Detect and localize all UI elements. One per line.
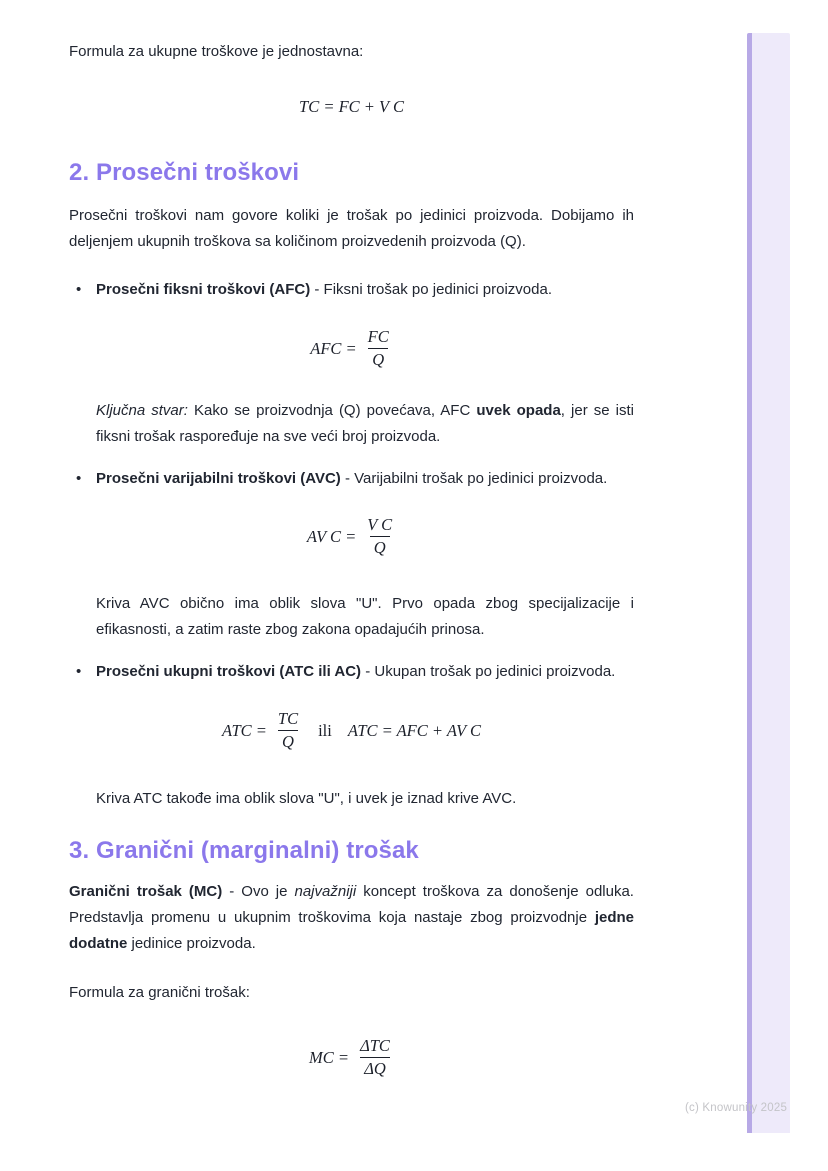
section-3-heading: 3. Granični (marginalni) trošak: [69, 837, 419, 864]
formula-afc-numerator: FC: [367, 327, 389, 346]
formula-atc-lhs: ATC =: [221, 720, 267, 740]
formula-avc-denominator: Q: [370, 536, 390, 558]
mc-term: Granični trošak (MC): [69, 883, 223, 900]
formula-mc-denominator: ΔQ: [360, 1057, 390, 1079]
atc-term: Prosečni ukupni troškovi (ATC ili AC): [96, 663, 362, 680]
formula-mc-fraction: [356, 1036, 394, 1079]
mc-formula-label: Formula za granični trošak:: [69, 984, 250, 1001]
formula-atc-alternative: ATC = AFC + AV C: [347, 720, 482, 740]
formula-atc-denominator: Q: [278, 730, 298, 752]
marginal-cost-paragraph: [69, 879, 634, 957]
formula-mc-lhs: MC =: [309, 1047, 350, 1067]
mc-end: jedinice proizvoda.: [127, 935, 256, 952]
formula-atc-numerator: TC: [277, 709, 299, 728]
afc-note-lead: Ključna stvar:: [96, 402, 188, 419]
formula-afc-fraction: [364, 327, 393, 370]
formula-atc-connector: ili: [318, 720, 332, 740]
afc-note-bold: uvek opada: [476, 402, 561, 419]
afc-desc: - Fiksni trošak po jedinici proizvoda.: [310, 281, 552, 298]
list-item-atc: [69, 659, 634, 685]
formula-atc: [69, 709, 634, 752]
atc-desc: - Ukupan trošak po jedinici proizvoda.: [361, 663, 616, 680]
mc-italic-word: najvažniji: [294, 883, 357, 900]
list-item-avc: [69, 466, 634, 492]
avc-note: Kriva AVC obično ima oblik slova "U". Prvo opada zbog specijalizacije i efikasnosti, a zatim raste zbog zakona opadajućih prinosa.: [96, 595, 634, 638]
formula-atc-fraction: [274, 709, 302, 752]
atc-note: Kriva ATC takođe ima oblik slova "U", i uvek je iznad krive AVC.: [96, 790, 517, 807]
mc-bold2: jedne dodatne: [69, 909, 634, 952]
formula-avc: [69, 515, 634, 558]
afc-note-end: , jer se isti fiksni trošak raspoređuje na sve veći broj proizvoda.: [96, 402, 635, 445]
formula-mc-numerator: ΔTC: [360, 1036, 390, 1055]
document-content: [69, 0, 634, 1079]
avc-term: Prosečni varijabilni troškovi (AVC): [96, 470, 341, 487]
formula-avc-numerator: V C: [367, 515, 393, 534]
page-edge-strip: [747, 33, 790, 1133]
intro-paragraph: Formula za ukupne troškove je jednostavna:: [69, 43, 364, 60]
formula-mc: [69, 1036, 634, 1079]
mc-mid2: koncept troškova za donošenje odluka. Predstavlja promenu u ukupnim troškovima koja nastaje zbog proizvodnje: [69, 883, 634, 926]
afc-key-note: [96, 398, 634, 450]
mc-mid1: - Ovo je: [222, 883, 295, 900]
section-2-intro: Prosečni troškovi nam govore koliki je trošak po jedinici proizvoda. Dobijamo ih deljenjem ukupnih troškova sa količinom proizvedenih proizvoda (Q).: [69, 207, 634, 250]
afc-note-mid: Kako se proizvodnja (Q) povećava, AFC: [187, 402, 477, 419]
formula-total-cost: [69, 97, 634, 117]
formula-afc-denominator: Q: [368, 348, 388, 370]
formula-avc-fraction: [363, 515, 396, 558]
formula-afc: [69, 327, 634, 370]
formula-tc-expression: TC = FC + V C: [299, 97, 404, 116]
list-item-afc: [69, 277, 634, 303]
formula-afc-lhs: AFC =: [310, 338, 357, 358]
watermark: (c) Knowunity 2025: [685, 1102, 788, 1114]
afc-term: Prosečni fiksni troškovi (AFC): [96, 281, 311, 298]
avc-desc: - Varijabilni trošak po jedinici proizvoda.: [340, 470, 608, 487]
formula-avc-lhs: AV C =: [306, 526, 357, 546]
section-2-heading: 2. Prosečni troškovi: [69, 159, 300, 186]
